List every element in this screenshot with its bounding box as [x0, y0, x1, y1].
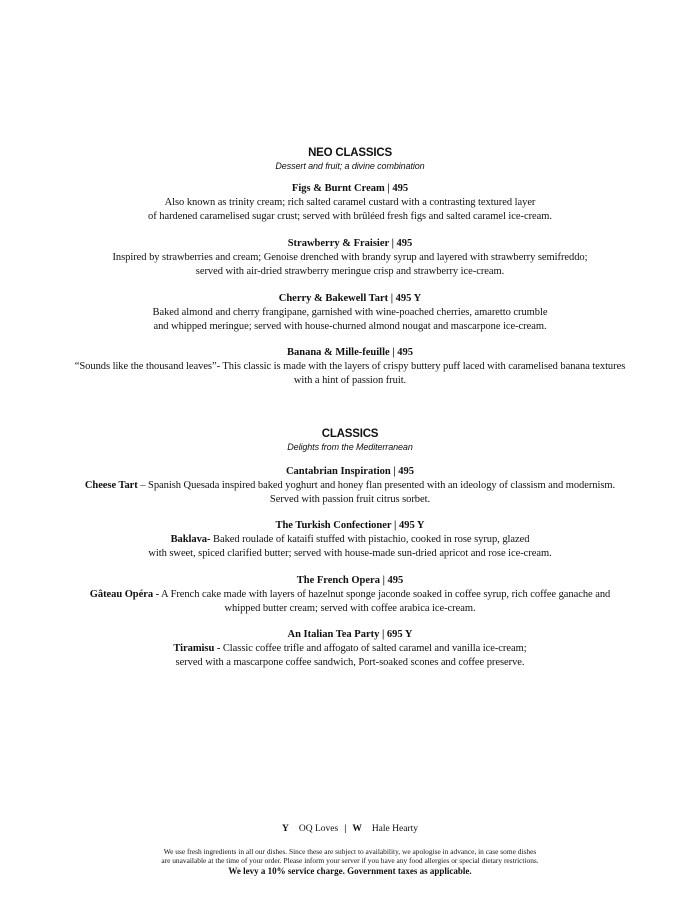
section-title: CLASSICS	[321, 428, 379, 440]
dish-description-line: Baked almond and cherry frangipane, garnished with wine-poached cherries, amaretto crumble	[152, 307, 548, 318]
menu-item-italian-tea-party	[0, 628, 700, 670]
dish-title: Cantabrian Inspiration | 495	[285, 466, 415, 477]
section-subtitle: Dessert and fruit; a divine combination	[275, 161, 425, 171]
dish-description-line: served with a mascarpone coffee sandwich, Port-soaked scones and coffee preserve.	[175, 657, 525, 668]
legend	[0, 823, 700, 835]
dish-description-line: Inspired by strawberries and cream; Genoise drenched with brandy syrup and layered with strawberry semifreddo;	[112, 252, 588, 263]
menu-item-turkish-confectioner	[0, 519, 700, 561]
hale-hearty-icon: W	[352, 824, 362, 834]
neo-classics-header	[0, 146, 700, 172]
dish-title: Figs & Burnt Cream | 495	[291, 183, 409, 194]
dish-description-text: Baked roulade of kataifi stuffed with pistachio, cooked in rose syrup, glazed	[210, 534, 530, 545]
dish-description-line	[0, 533, 700, 547]
dish-description-line	[0, 642, 700, 656]
dish-description-line: of hardened caramelised sugar crust; served with brûléed fresh figs and salted caramel ice-cream.	[148, 211, 552, 222]
legend-separator: |	[344, 824, 347, 834]
dish-description-line: with sweet, spiced clarified butter; served with house-made sun-dried apricot and rose ice-cream.	[148, 548, 552, 559]
oq-loves-icon: Y	[282, 824, 289, 834]
dish-lead: Tiramisu -	[173, 643, 221, 654]
footer-service-charge: We levy a 10% service charge. Government taxes as applicable.	[228, 866, 472, 876]
footer-note-line: We use fresh ingredients in all our dishes. Since these are subject to availability, we apologise in advance, in case some dishes	[163, 847, 537, 856]
menu-item-cantabrian-inspiration	[0, 465, 700, 507]
dish-description-text: – Spanish Quesada inspired baked yoghurt and honey flan presented with an ideology of classism and modernism.	[137, 480, 616, 491]
dish-title: Strawberry & Fraisier | 495	[287, 238, 413, 249]
dish-description-line: Served with passion fruit citrus sorbet.	[269, 494, 431, 505]
dish-title: The French Opera | 495	[296, 575, 404, 586]
menu-item-french-opera	[0, 574, 700, 616]
dish-title: Banana & Mille-feuille | 495	[287, 347, 413, 358]
footer-note-line: are unavailable at the time of your order. Please inform your server if you have any food allergies or special dietary restrictions.	[161, 856, 539, 865]
classics-header	[0, 427, 700, 453]
dish-title: Cherry & Bakewell Tart | 495 Y	[278, 293, 422, 304]
menu-item-banana-mille-feuille	[0, 346, 700, 388]
dish-description-text: Classic coffee trifle and affogato of salted caramel and vanilla ice-cream;	[220, 643, 527, 654]
dish-title: The Turkish Confectioner | 495 Y	[275, 520, 425, 531]
legend-label-hearty: Hale Hearty	[371, 824, 418, 834]
menu-item-figs-burnt-cream	[0, 182, 700, 224]
dish-description-line: with a hint of passion fruit.	[293, 375, 407, 386]
dish-description-line: served with air-dried strawberry meringue crisp and strawberry ice-cream.	[195, 266, 505, 277]
dish-description-text: A French cake made with layers of hazelnut sponge jaconde soaked in coffee syrup, rich coffee ganache and	[159, 589, 611, 600]
dish-lead: Gâteau Opéra -	[89, 589, 160, 600]
legend-label-loves: OQ Loves	[298, 824, 339, 834]
section-subtitle: Delights from the Mediterranean	[287, 442, 413, 452]
dish-description-line	[0, 479, 700, 493]
section-title: NEO CLASSICS	[308, 147, 392, 159]
dish-title: An Italian Tea Party | 695 Y	[287, 629, 413, 640]
dish-lead: Baklava-	[170, 534, 211, 545]
dish-description-line: “Sounds like the thousand leaves”- This classic is made with the layers of crispy buttery puff laced with caramelised banana textures	[74, 361, 626, 372]
dish-description-line	[0, 588, 700, 602]
dish-description-line: whipped butter cream; served with coffee arabica ice-cream.	[224, 603, 476, 614]
dish-description-line: and whipped meringue; served with house-churned almond nougat and mascarpone ice-cream.	[153, 321, 547, 332]
dish-lead: Cheese Tart	[84, 480, 138, 491]
menu-item-strawberry-fraisier	[0, 237, 700, 279]
menu-item-cherry-bakewell-tart	[0, 292, 700, 334]
dish-description-line: Also known as trinity cream; rich salted caramel custard with a contrasting textured layer	[164, 197, 536, 208]
